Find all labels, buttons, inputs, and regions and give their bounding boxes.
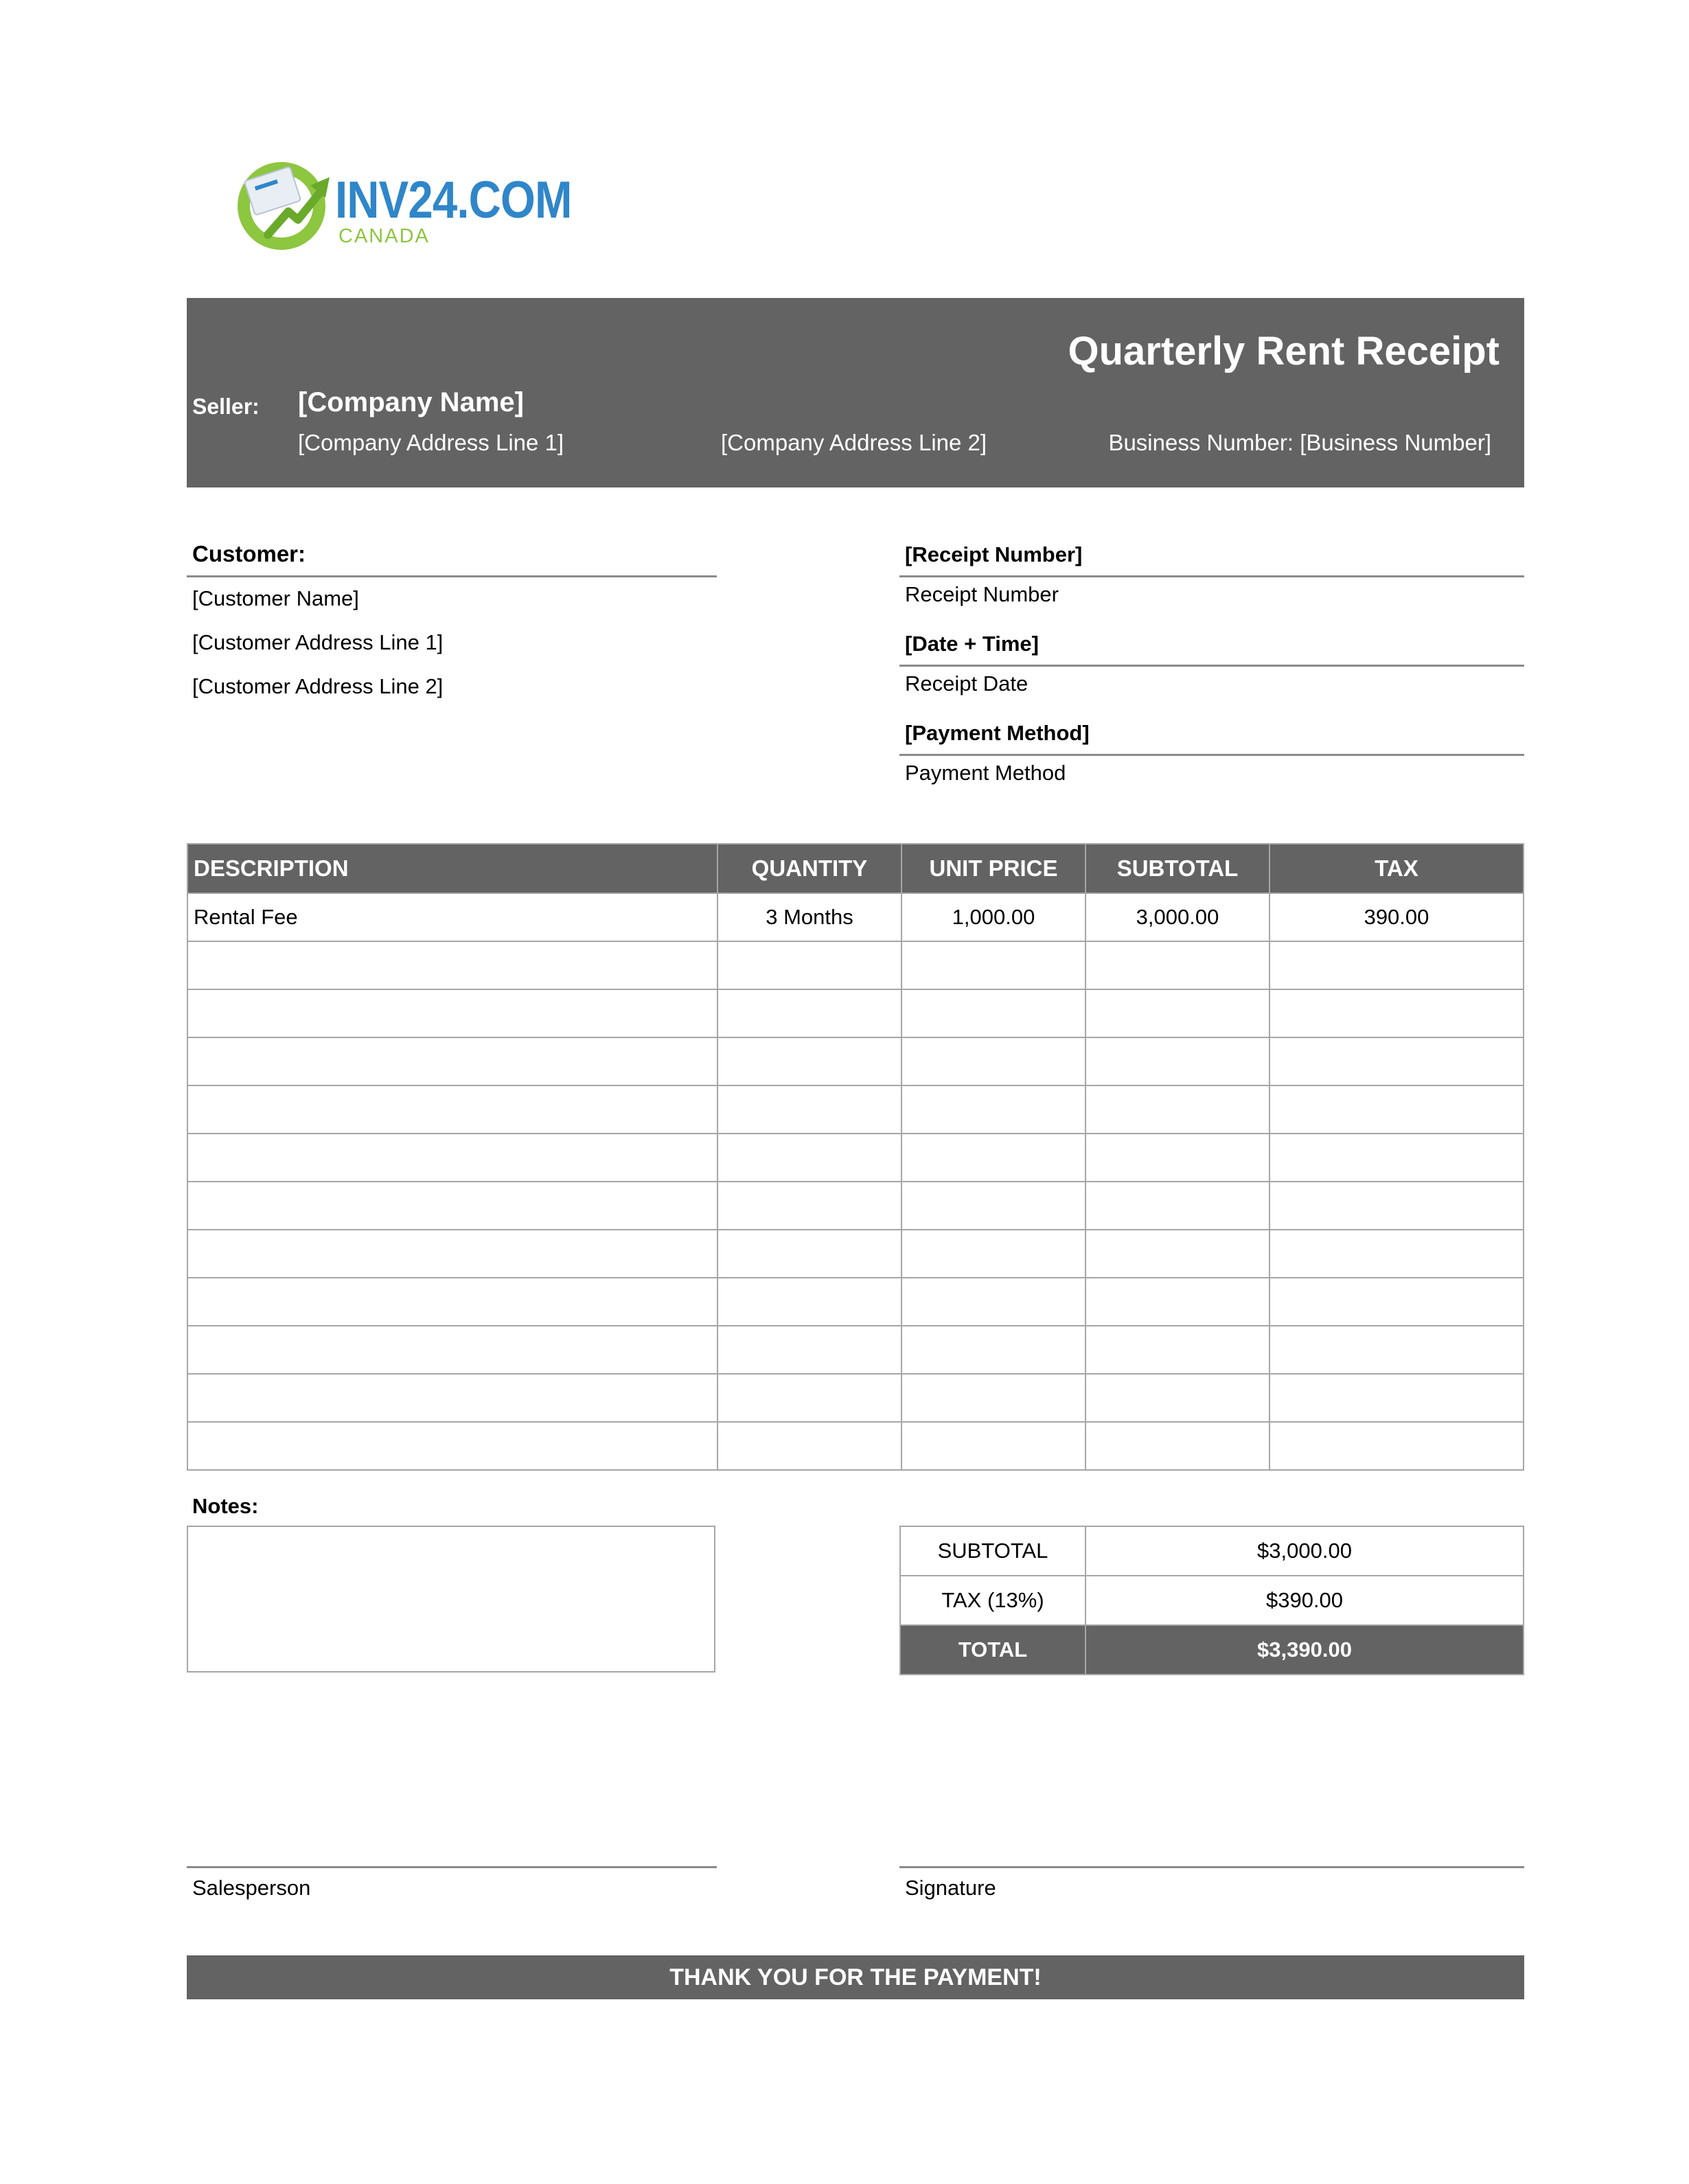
item-tax [1269, 1085, 1524, 1134]
item-description [187, 1085, 717, 1134]
item-unit-price [901, 1326, 1085, 1374]
customer-divider [187, 575, 717, 577]
company-address-line-2: [Company Address Line 2] [721, 430, 987, 455]
company-name: [Company Name] [298, 387, 524, 417]
customer-name: [Customer Name] [192, 586, 359, 610]
tax-row [900, 1576, 1524, 1625]
item-tax [1269, 1278, 1524, 1326]
receipt-header [187, 298, 1524, 487]
item-quantity [717, 1374, 901, 1422]
signature-label: Signature [905, 1876, 996, 1900]
notes-box[interactable] [187, 1526, 715, 1673]
customer-address-line-1: [Customer Address Line 1] [192, 630, 444, 654]
total-value: $3,390.00 [1085, 1625, 1524, 1675]
subtotal-label: SUBTOTAL [900, 1526, 1085, 1576]
item-tax [1269, 1182, 1524, 1230]
item-quantity [717, 1326, 901, 1374]
table-row [187, 1134, 1524, 1182]
table-row [187, 1037, 1524, 1085]
item-tax: 390.00 [1269, 893, 1524, 941]
table-row [187, 1374, 1524, 1422]
logo-icon [238, 162, 330, 250]
item-subtotal [1085, 1085, 1269, 1134]
items-table [187, 843, 1524, 1471]
item-description [187, 1374, 717, 1422]
salesperson-line [187, 1866, 717, 1868]
receipt-date-value: Receipt Date [905, 671, 1029, 696]
customer-address-line-2: [Customer Address Line 2] [192, 674, 444, 698]
item-description [187, 1422, 717, 1470]
date-time-label: [Date + Time] [905, 632, 1039, 656]
items-header-row [187, 844, 1524, 893]
item-quantity [717, 1278, 901, 1326]
item-description [187, 1037, 717, 1085]
notes-label: Notes: [192, 1494, 259, 1518]
item-tax [1269, 989, 1524, 1037]
payment-method-label: [Payment Method] [905, 721, 1090, 745]
item-tax [1269, 1230, 1524, 1278]
item-unit-price [901, 1085, 1085, 1134]
item-unit-price [901, 941, 1085, 989]
column-header-description: DESCRIPTION [187, 844, 717, 893]
seller-label: Seller: [192, 394, 260, 419]
customer-label: Customer: [192, 541, 306, 566]
item-subtotal [1085, 1182, 1269, 1230]
table-row [187, 1326, 1524, 1374]
item-unit-price [901, 1037, 1085, 1085]
item-unit-price [901, 1134, 1085, 1182]
receipt-number-divider [899, 575, 1524, 577]
item-quantity [717, 1085, 901, 1134]
item-description: Rental Fee [187, 893, 717, 941]
item-description [187, 989, 717, 1037]
salesperson-label: Salesperson [192, 1876, 311, 1900]
column-header-unit-price: UNIT PRICE [901, 844, 1085, 893]
signature-line [899, 1866, 1524, 1868]
item-tax [1269, 1037, 1524, 1085]
item-tax [1269, 1326, 1524, 1374]
item-unit-price [901, 1230, 1085, 1278]
item-description [187, 1230, 717, 1278]
tax-label: TAX (13%) [900, 1576, 1085, 1625]
item-quantity [717, 1037, 901, 1085]
column-header-tax: TAX [1269, 844, 1524, 893]
item-quantity [717, 989, 901, 1037]
receipt-number-value: Receipt Number [905, 582, 1059, 606]
item-tax [1269, 1422, 1524, 1470]
payment-method-value: Payment Method [905, 761, 1066, 785]
item-unit-price [901, 989, 1085, 1037]
item-description [187, 941, 717, 989]
item-subtotal [1085, 1422, 1269, 1470]
item-unit-price [901, 1374, 1085, 1422]
item-description [187, 1134, 717, 1182]
table-row [187, 1085, 1524, 1134]
item-subtotal [1085, 1037, 1269, 1085]
subtotal-row [900, 1526, 1524, 1576]
total-row [900, 1625, 1524, 1675]
thank-you-banner: THANK YOU FOR THE PAYMENT! [187, 1955, 1524, 1999]
item-subtotal [1085, 1278, 1269, 1326]
logo-wordmark: INV24.COM [335, 171, 572, 229]
item-subtotal [1085, 1326, 1269, 1374]
item-unit-price: 1,000.00 [901, 893, 1085, 941]
table-row [187, 1422, 1524, 1470]
item-quantity [717, 1422, 901, 1470]
item-subtotal [1085, 989, 1269, 1037]
table-row [187, 1230, 1524, 1278]
subtotal-value: $3,000.00 [1085, 1526, 1524, 1576]
logo-region: CANADA [338, 225, 430, 247]
item-unit-price [901, 1422, 1085, 1470]
date-divider [899, 665, 1524, 667]
receipt-number-label: [Receipt Number] [905, 542, 1083, 566]
business-number: Business Number: [Business Number] [1108, 430, 1491, 455]
item-subtotal [1085, 1134, 1269, 1182]
item-unit-price [901, 1182, 1085, 1230]
table-row [187, 1278, 1524, 1326]
item-description [187, 1182, 717, 1230]
item-quantity [717, 941, 901, 989]
totals-table [899, 1526, 1524, 1675]
item-subtotal: 3,000.00 [1085, 893, 1269, 941]
item-tax [1269, 941, 1524, 989]
item-description [187, 1278, 717, 1326]
payment-divider [899, 754, 1524, 756]
column-header-subtotal: SUBTOTAL [1085, 844, 1269, 893]
page-title: Quarterly Rent Receipt [1068, 329, 1500, 373]
item-subtotal [1085, 1374, 1269, 1422]
table-row [187, 893, 1524, 941]
item-quantity: 3 Months [717, 893, 901, 941]
table-row [187, 941, 1524, 989]
item-tax [1269, 1134, 1524, 1182]
item-quantity [717, 1134, 901, 1182]
company-address-line-1: [Company Address Line 1] [298, 430, 564, 455]
total-label: TOTAL [900, 1625, 1085, 1675]
item-subtotal [1085, 1230, 1269, 1278]
table-row [187, 989, 1524, 1037]
item-quantity [717, 1182, 901, 1230]
tax-value: $390.00 [1085, 1576, 1524, 1625]
table-row [187, 1182, 1524, 1230]
item-unit-price [901, 1278, 1085, 1326]
item-quantity [717, 1230, 901, 1278]
item-tax [1269, 1374, 1524, 1422]
item-subtotal [1085, 941, 1269, 989]
item-description [187, 1326, 717, 1374]
column-header-quantity: QUANTITY [717, 844, 901, 893]
